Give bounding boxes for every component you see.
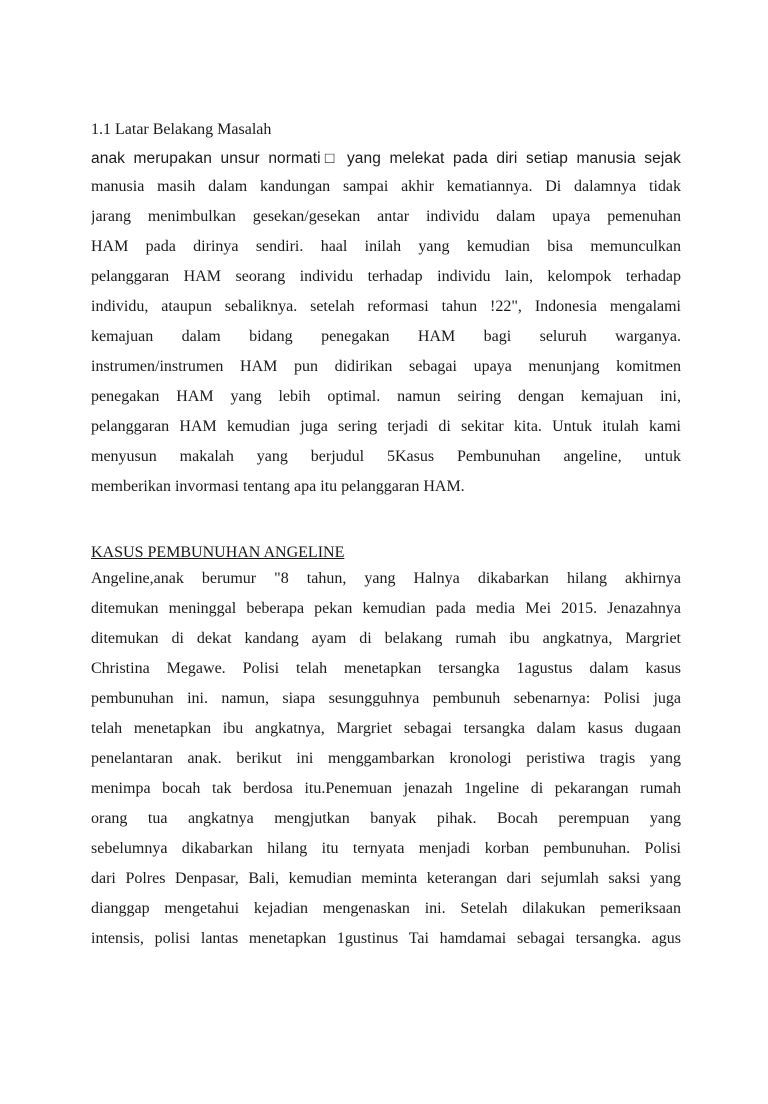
- background-paragraph: [91, 172, 681, 502]
- paragraph-line: memberikan invormasi tentang apa itu pelanggaran HAM.: [91, 478, 465, 495]
- paragraph-line: pelanggaran HAM seorang individu terhadap individu lain, kelompok terhadap: [91, 268, 681, 285]
- paragraph-line: sebelumnya dikabarkan hilang itu ternyata menjadi korban pembunuhan. Polisi: [91, 840, 681, 857]
- paragraph-line: ditemukan di dekat kandang ayam di belakang rumah ibu angkatnya, Margriet: [91, 630, 681, 647]
- case-section-title: KASUS PEMBUNUHAN ANGELINE: [91, 544, 345, 561]
- paragraph-line: menyusun makalah yang berjudul 5Kasus Pembunuhan angeline, untuk: [91, 448, 681, 465]
- section-heading: 1.1 Latar Belakang Masalah: [91, 121, 272, 138]
- paragraph-line: intensis, polisi lantas menetapkan 1gustinus Tai hamdamai sebagai tersangka. agus: [91, 930, 681, 947]
- paragraph-line: ditemukan meninggal beberapa pekan kemudian pada media Mei 2015. Jenazahnya: [91, 600, 681, 617]
- paragraph-line: dari Polres Denpasar, Bali, kemudian meminta keterangan dari sejumlah saksi yang: [91, 870, 681, 887]
- paragraph-line: pelanggaran HAM kemudian juga sering terjadi di sekitar kita. Untuk itulah kami: [91, 418, 681, 435]
- paragraph-first-line: anak merupakan unsur normati□ yang melekat pada diri setiap manusia sejak: [91, 150, 681, 167]
- paragraph-line: kemajuan dalam bidang penegakan HAM bagi seluruh warganya.: [91, 328, 681, 345]
- paragraph-line: manusia masih dalam kandungan sampai akhir kematiannya. Di dalamnya tidak: [91, 178, 681, 195]
- paragraph-line: HAM pada dirinya sendiri. haal inilah yang kemudian bisa memunculkan: [91, 238, 681, 255]
- paragraph-line: pembunuhan ini. namun, siapa sesungguhnya pembunuh sebenarnya: Polisi juga: [91, 690, 681, 707]
- paragraph-line: jarang menimbulkan gesekan/gesekan antar individu dalam upaya pemenuhan: [91, 208, 681, 225]
- paragraph-line: instrumen/instrumen HAM pun didirikan sebagai upaya menunjang komitmen: [91, 358, 681, 375]
- case-paragraph: [91, 564, 681, 954]
- paragraph-line: penegakan HAM yang lebih optimal. namun seiring dengan kemajuan ini,: [91, 388, 681, 405]
- paragraph-line: individu, ataupun sebaliknya. setelah reformasi tahun !22", Indonesia mengalami: [91, 298, 681, 315]
- paragraph-line: Angeline,anak berumur "8 tahun, yang Halnya dikabarkan hilang akhirnya: [91, 570, 681, 587]
- paragraph-line: dianggap mengetahui kejadian mengenaskan ini. Setelah dilakukan pemeriksaan: [91, 900, 681, 917]
- paragraph-line: menimpa bocah tak berdosa itu.Penemuan jenazah 1ngeline di pekarangan rumah: [91, 780, 681, 797]
- paragraph-line: telah menetapkan ibu angkatnya, Margriet sebagai tersangka dalam kasus dugaan: [91, 720, 681, 737]
- paragraph-line: orang tua angkatnya mengjutkan banyak pihak. Bocah perempuan yang: [91, 810, 681, 827]
- paragraph-line: Christina Megawe. Polisi telah menetapkan tersangka 1agustus dalam kasus: [91, 660, 681, 677]
- paragraph-line: penelantaran anak. berikut ini menggambarkan kronologi peristiwa tragis yang: [91, 750, 681, 767]
